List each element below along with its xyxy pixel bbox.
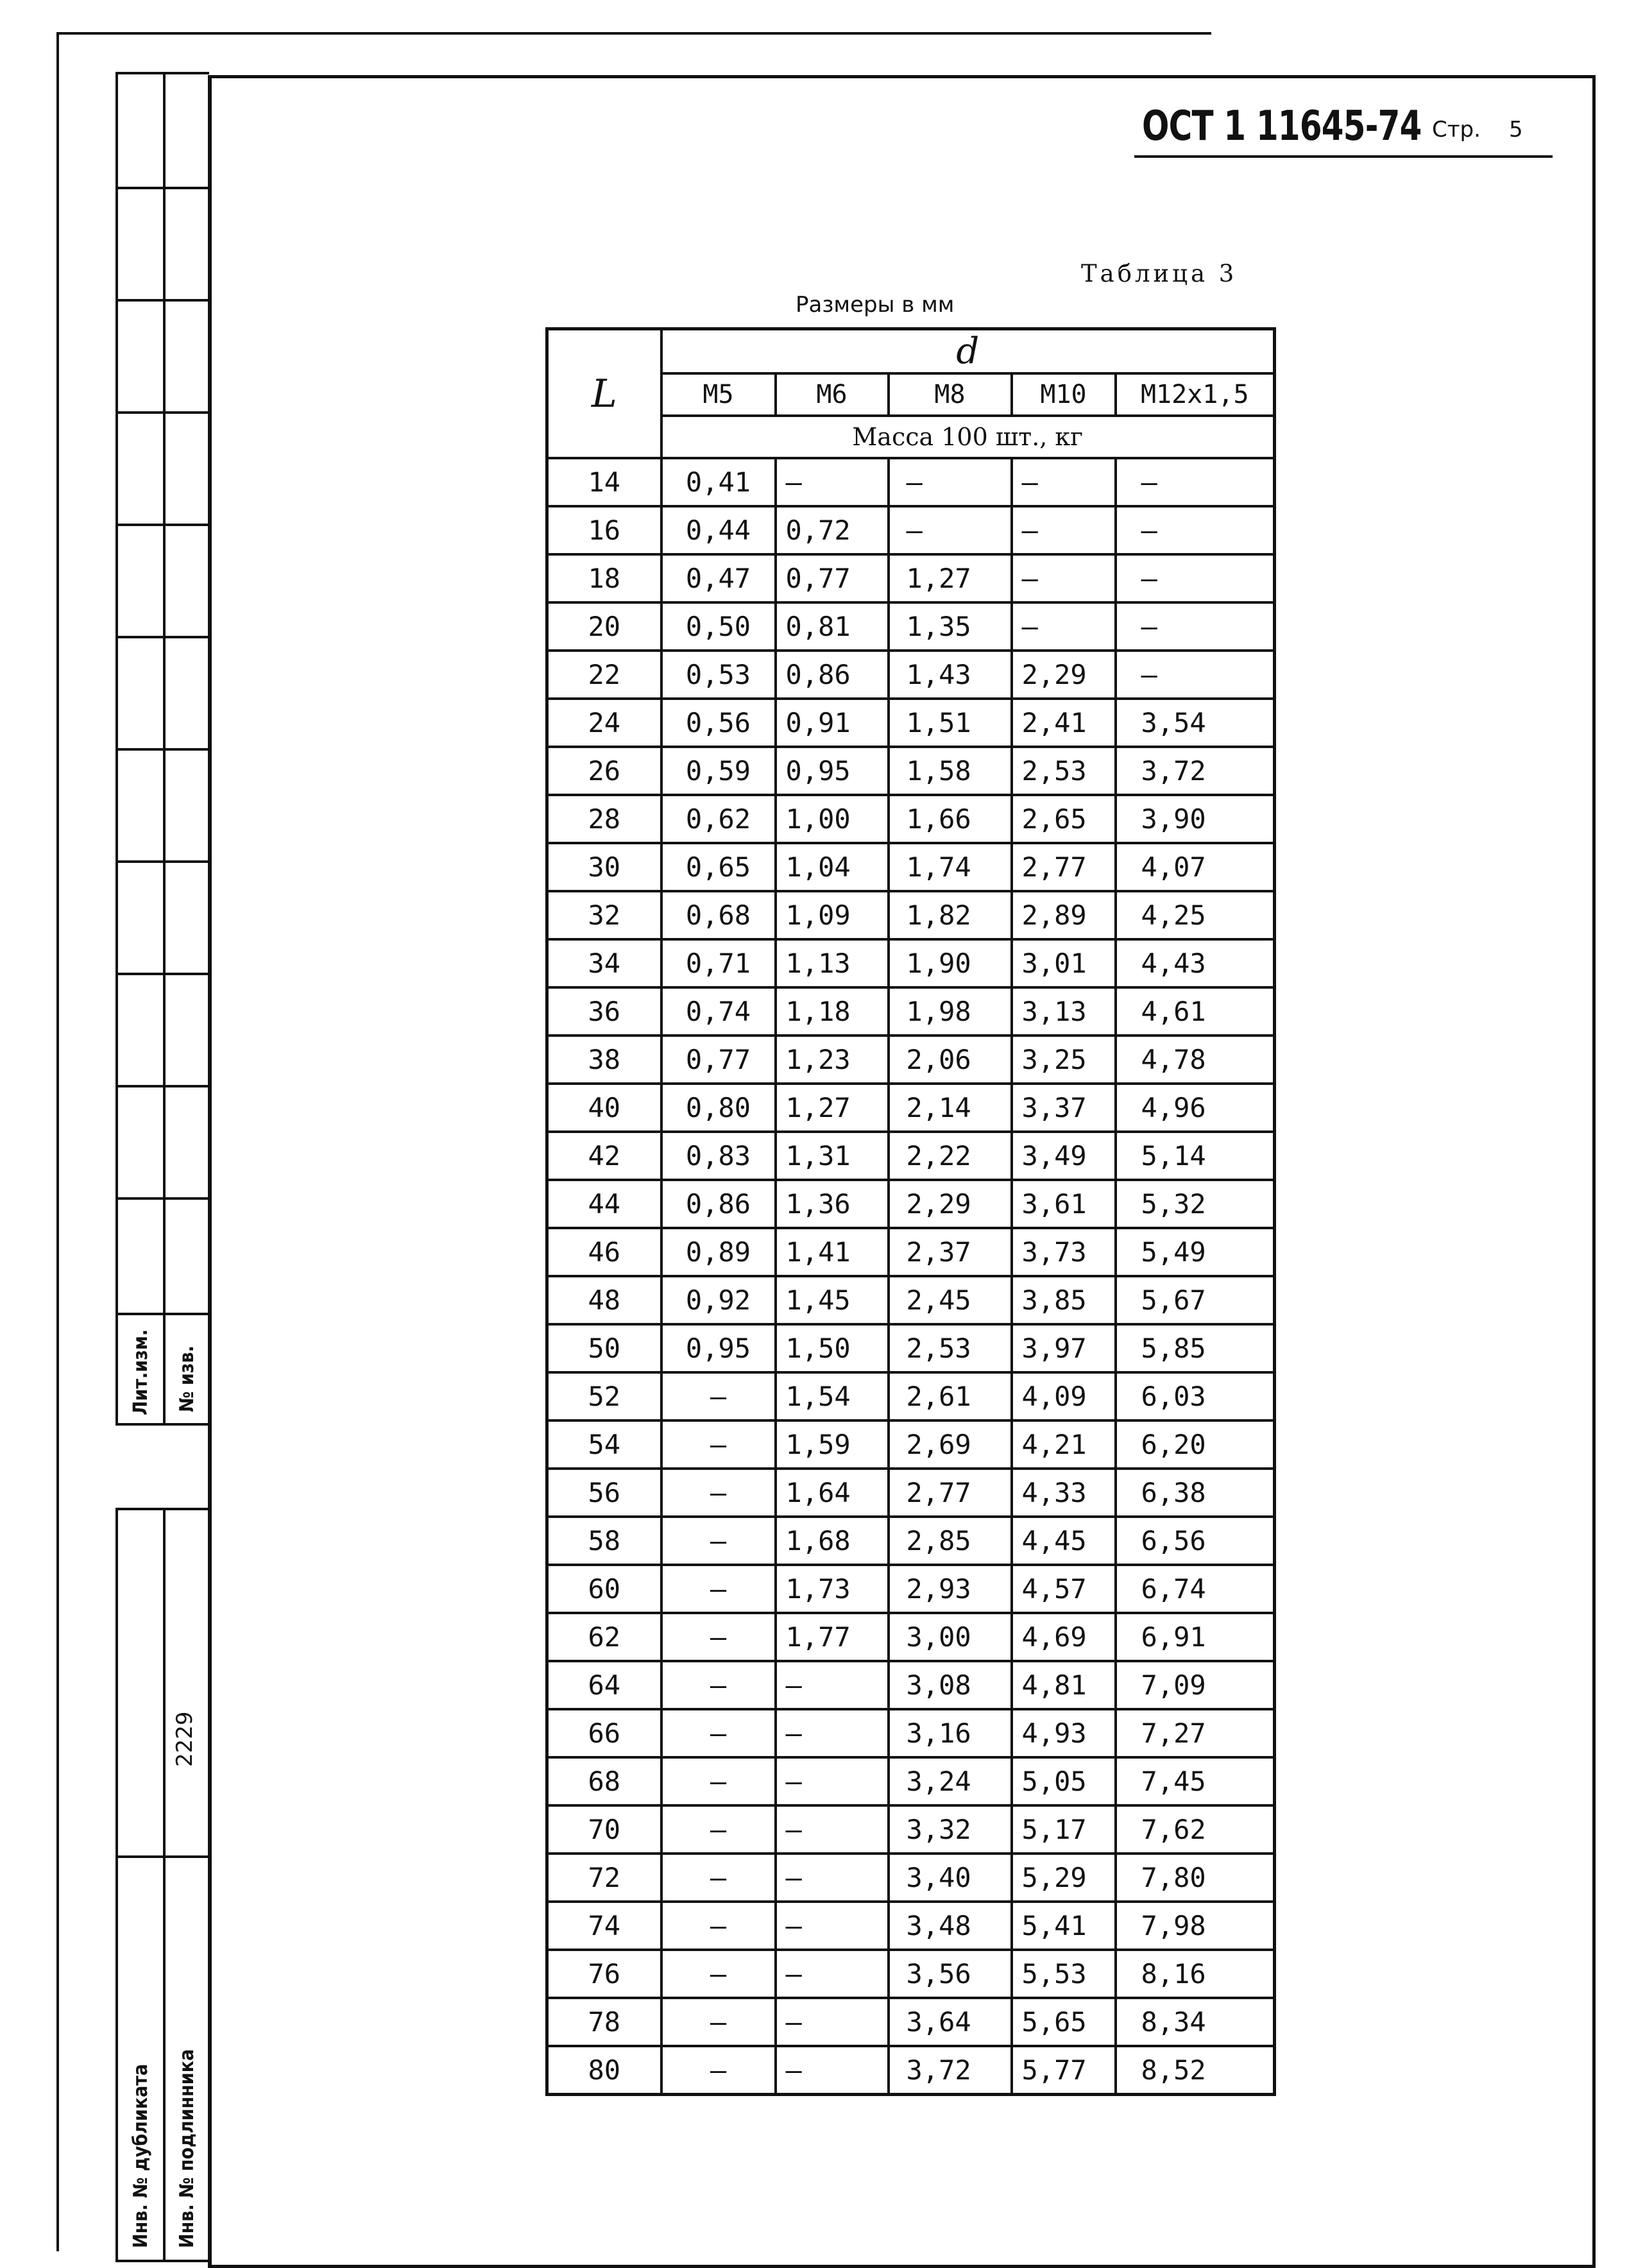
cell-m12x1-5: 4,78 <box>1116 1036 1275 1084</box>
cell-m12x1-5: 5,67 <box>1116 1276 1275 1324</box>
cell-m5: – <box>661 1565 776 1613</box>
cell-m8: 2,29 <box>889 1180 1012 1228</box>
cell-m8: – <box>889 458 1012 506</box>
table-row <box>547 1469 1275 1517</box>
cell-m8: 1,90 <box>889 939 1012 987</box>
table-row <box>547 1132 1275 1180</box>
cell-m6: 1,54 <box>776 1372 889 1420</box>
cell-m8: 3,40 <box>889 1854 1012 1902</box>
cell-m12x1-5: 3,90 <box>1116 795 1275 843</box>
cell-m12x1-5: – <box>1116 458 1275 506</box>
cell-m5: 0,92 <box>661 1276 776 1324</box>
mass-table <box>545 327 1276 2096</box>
table-row <box>547 891 1275 939</box>
cell-m8: 1,35 <box>889 602 1012 651</box>
cell-m5: – <box>661 1998 776 2046</box>
table-row <box>547 1084 1275 1132</box>
cell-m8: 1,82 <box>889 891 1012 939</box>
cell-l: 28 <box>547 795 661 843</box>
cell-m10: 3,25 <box>1012 1036 1116 1084</box>
cell-m10: 5,05 <box>1012 1757 1116 1805</box>
side-strip-upper <box>115 72 209 1426</box>
cell-l: 66 <box>547 1709 661 1757</box>
cell-l: 64 <box>547 1661 661 1709</box>
cell-m6: 0,91 <box>776 699 889 747</box>
cell-m12x1-5: 4,07 <box>1116 843 1275 891</box>
cell-m12x1-5: 5,14 <box>1116 1132 1275 1180</box>
cell-m5: 0,77 <box>661 1036 776 1084</box>
cell-l: 40 <box>547 1084 661 1132</box>
cell-m12x1-5: – <box>1116 506 1275 554</box>
cell-m12x1-5: 8,34 <box>1116 1998 1275 2046</box>
cell-m5: 0,44 <box>661 506 776 554</box>
cell-m6: 1,41 <box>776 1228 889 1276</box>
cell-m10: 2,65 <box>1012 795 1116 843</box>
cell-m6: 1,23 <box>776 1036 889 1084</box>
cell-m8: 3,08 <box>889 1661 1012 1709</box>
cell-m6: – <box>776 1661 889 1709</box>
cell-m10: 3,37 <box>1012 1084 1116 1132</box>
cell-m6: 0,86 <box>776 651 889 699</box>
size-header-m5: M5 <box>661 373 776 416</box>
cell-l: 30 <box>547 843 661 891</box>
cell-m5: 0,56 <box>661 699 776 747</box>
cell-m10: 4,45 <box>1012 1517 1116 1565</box>
cell-m6: 0,77 <box>776 554 889 602</box>
cell-l: 36 <box>547 987 661 1036</box>
cell-m8: 1,58 <box>889 747 1012 795</box>
cell-m8: 2,61 <box>889 1372 1012 1420</box>
cell-m10: 2,77 <box>1012 843 1116 891</box>
table-row <box>547 1324 1275 1372</box>
cell-m10: 5,65 <box>1012 1998 1116 2046</box>
column-header-d: d <box>661 329 1275 374</box>
inv-podl-label: Инв. № подлинника <box>176 2049 198 2248</box>
table-row <box>547 795 1275 843</box>
cell-l: 14 <box>547 458 661 506</box>
size-header-m10: M10 <box>1012 373 1116 416</box>
size-header-m8: M8 <box>889 373 1012 416</box>
cell-l: 48 <box>547 1276 661 1324</box>
cell-l: 16 <box>547 506 661 554</box>
cell-m10: 3,01 <box>1012 939 1116 987</box>
cell-m8: 3,16 <box>889 1709 1012 1757</box>
cell-l: 34 <box>547 939 661 987</box>
cell-m6: – <box>776 1709 889 1757</box>
table-row <box>547 1372 1275 1420</box>
cell-m8: 3,32 <box>889 1805 1012 1854</box>
cell-m10: – <box>1012 458 1116 506</box>
cell-m12x1-5: 8,16 <box>1116 1950 1275 1998</box>
cell-m5: – <box>661 1950 776 1998</box>
cell-m10: 4,81 <box>1012 1661 1116 1709</box>
cell-m6: 1,27 <box>776 1084 889 1132</box>
cell-l: 68 <box>547 1757 661 1805</box>
header-underline <box>1134 155 1553 158</box>
page-number: 5 <box>1509 117 1523 142</box>
column-header-l: L <box>547 329 661 459</box>
table-row <box>547 1709 1275 1757</box>
cell-l: 54 <box>547 1420 661 1469</box>
cell-m8: 2,77 <box>889 1469 1012 1517</box>
cell-m5: – <box>661 1902 776 1950</box>
table-row <box>547 1854 1275 1902</box>
table-row <box>547 1902 1275 1950</box>
cell-m12x1-5: 5,32 <box>1116 1180 1275 1228</box>
cell-m8: 1,27 <box>889 554 1012 602</box>
cell-m10: 5,77 <box>1012 2046 1116 2094</box>
cell-l: 24 <box>547 699 661 747</box>
cell-m10: 2,29 <box>1012 651 1116 699</box>
cell-l: 76 <box>547 1950 661 1998</box>
cell-m5: 0,65 <box>661 843 776 891</box>
cell-l: 42 <box>547 1132 661 1180</box>
cell-m10: 3,97 <box>1012 1324 1116 1372</box>
cell-l: 62 <box>547 1613 661 1661</box>
cell-m10: 3,13 <box>1012 987 1116 1036</box>
side-strip-lower <box>115 1508 209 2262</box>
cell-m12x1-5: 4,25 <box>1116 891 1275 939</box>
cell-m8: 2,37 <box>889 1228 1012 1276</box>
size-header-m12x1-5: M12x1,5 <box>1116 373 1275 416</box>
cell-m8: 2,93 <box>889 1565 1012 1613</box>
cell-m5: 0,59 <box>661 747 776 795</box>
cell-m5: – <box>661 1613 776 1661</box>
cell-m8: 2,06 <box>889 1036 1012 1084</box>
cell-m5: – <box>661 1854 776 1902</box>
cell-m5: 0,95 <box>661 1324 776 1372</box>
table-row <box>547 458 1275 506</box>
cell-m8: 2,53 <box>889 1324 1012 1372</box>
table-body <box>547 458 1275 2094</box>
cell-m10: 4,57 <box>1012 1565 1116 1613</box>
cell-m10: 2,41 <box>1012 699 1116 747</box>
cell-m5: 0,89 <box>661 1228 776 1276</box>
table-row <box>547 1228 1275 1276</box>
cell-m12x1-5: 3,54 <box>1116 699 1275 747</box>
cell-m5: 0,62 <box>661 795 776 843</box>
cell-m12x1-5: 7,98 <box>1116 1902 1275 1950</box>
cell-m10: 5,53 <box>1012 1950 1116 1998</box>
table-row <box>547 1517 1275 1565</box>
cell-m5: 0,80 <box>661 1084 776 1132</box>
cell-m6: – <box>776 2046 889 2094</box>
table-row <box>547 1661 1275 1709</box>
cell-m6: – <box>776 1950 889 1998</box>
cell-m12x1-5: 5,49 <box>1116 1228 1275 1276</box>
cell-l: 22 <box>547 651 661 699</box>
cell-l: 74 <box>547 1902 661 1950</box>
cell-m6: – <box>776 1902 889 1950</box>
cell-m5: 0,83 <box>661 1132 776 1180</box>
cell-m10: – <box>1012 554 1116 602</box>
cell-m8: 1,43 <box>889 651 1012 699</box>
cell-m6: 1,77 <box>776 1613 889 1661</box>
cell-l: 32 <box>547 891 661 939</box>
document-code: ОСТ 1 11645-74 <box>1142 103 1422 150</box>
cell-m8: 2,14 <box>889 1084 1012 1132</box>
cell-m6: 1,00 <box>776 795 889 843</box>
cell-m6: – <box>776 1998 889 2046</box>
inv-podl-value: 2229 <box>172 1711 198 1767</box>
cell-m5: – <box>661 1661 776 1709</box>
cell-m8: 1,74 <box>889 843 1012 891</box>
table-title: Таблица 3 <box>1081 260 1238 287</box>
cell-m10: 4,33 <box>1012 1469 1116 1517</box>
cell-l: 26 <box>547 747 661 795</box>
cell-m8: 2,85 <box>889 1517 1012 1565</box>
table-row <box>547 554 1275 602</box>
cell-m6: 1,59 <box>776 1420 889 1469</box>
table-row <box>547 1036 1275 1084</box>
cell-m12x1-5: 6,74 <box>1116 1565 1275 1613</box>
cell-l: 70 <box>547 1805 661 1854</box>
cell-m8: – <box>889 506 1012 554</box>
cell-m10: 2,89 <box>1012 891 1116 939</box>
cell-m8: 1,98 <box>889 987 1012 1036</box>
cell-m12x1-5: 7,45 <box>1116 1757 1275 1805</box>
table-row <box>547 602 1275 651</box>
cell-m6: 1,45 <box>776 1276 889 1324</box>
table-row <box>547 843 1275 891</box>
cell-m10: 5,41 <box>1012 1902 1116 1950</box>
cell-m8: 3,56 <box>889 1950 1012 1998</box>
lit-izm-label: Лит.изм. <box>130 1329 152 1415</box>
cell-m6: 1,31 <box>776 1132 889 1180</box>
table-row <box>547 1757 1275 1805</box>
cell-l: 72 <box>547 1854 661 1902</box>
cell-m8: 2,69 <box>889 1420 1012 1469</box>
table-row <box>547 1998 1275 2046</box>
cell-m6: – <box>776 458 889 506</box>
cell-l: 50 <box>547 1324 661 1372</box>
cell-m12x1-5: 6,20 <box>1116 1420 1275 1469</box>
table-row <box>547 1613 1275 1661</box>
table-units: Размеры в мм <box>796 292 955 318</box>
page-label: Стр. <box>1432 117 1481 142</box>
table-row <box>547 747 1275 795</box>
cell-m8: 3,72 <box>889 2046 1012 2094</box>
cell-m6: 1,50 <box>776 1324 889 1372</box>
cell-l: 80 <box>547 2046 661 2094</box>
cell-l: 60 <box>547 1565 661 1613</box>
cell-m8: 3,24 <box>889 1757 1012 1805</box>
cell-m5: 0,74 <box>661 987 776 1036</box>
cell-m12x1-5: 6,56 <box>1116 1517 1275 1565</box>
cell-m12x1-5: 4,96 <box>1116 1084 1275 1132</box>
cell-m10: – <box>1012 506 1116 554</box>
cell-m12x1-5: 3,72 <box>1116 747 1275 795</box>
table-row <box>547 1420 1275 1469</box>
cell-m5: 0,53 <box>661 651 776 699</box>
cell-l: 78 <box>547 1998 661 2046</box>
cell-m6: 0,95 <box>776 747 889 795</box>
table-row <box>547 987 1275 1036</box>
cell-m12x1-5: 6,38 <box>1116 1469 1275 1517</box>
table-row <box>547 1805 1275 1854</box>
cell-m12x1-5: 7,62 <box>1116 1805 1275 1854</box>
table-row <box>547 1565 1275 1613</box>
cell-m10: 4,21 <box>1012 1420 1116 1469</box>
cell-m10: 3,61 <box>1012 1180 1116 1228</box>
cell-m8: 3,64 <box>889 1998 1012 2046</box>
cell-m12x1-5: 7,80 <box>1116 1854 1275 1902</box>
mass-header: Масса 100 шт., кг <box>661 416 1275 458</box>
table-row <box>547 1180 1275 1228</box>
inv-dubl-label: Инв. № дубликата <box>130 2063 152 2248</box>
table-row <box>547 699 1275 747</box>
cell-m10: 5,29 <box>1012 1854 1116 1902</box>
cell-m10: – <box>1012 602 1116 651</box>
cell-l: 46 <box>547 1228 661 1276</box>
cell-m6: 0,72 <box>776 506 889 554</box>
cell-m8: 3,48 <box>889 1902 1012 1950</box>
cell-m5: – <box>661 1805 776 1854</box>
cell-m10: 2,53 <box>1012 747 1116 795</box>
table-row <box>547 506 1275 554</box>
cell-m6: 1,64 <box>776 1469 889 1517</box>
table-row <box>547 1276 1275 1324</box>
cell-m10: 4,09 <box>1012 1372 1116 1420</box>
cell-m5: 0,68 <box>661 891 776 939</box>
cell-m12x1-5: 7,27 <box>1116 1709 1275 1757</box>
cell-m12x1-5: 4,43 <box>1116 939 1275 987</box>
cell-m6: 1,68 <box>776 1517 889 1565</box>
cell-l: 44 <box>547 1180 661 1228</box>
table-row <box>547 1950 1275 1998</box>
cell-m12x1-5: 7,09 <box>1116 1661 1275 1709</box>
cell-m12x1-5: – <box>1116 554 1275 602</box>
cell-m10: 4,69 <box>1012 1613 1116 1661</box>
table-row <box>547 939 1275 987</box>
table-row <box>547 651 1275 699</box>
cell-m6: 1,09 <box>776 891 889 939</box>
cell-m5: – <box>661 1469 776 1517</box>
cell-l: 20 <box>547 602 661 651</box>
cell-m8: 2,45 <box>889 1276 1012 1324</box>
cell-m6: – <box>776 1757 889 1805</box>
cell-m6: 1,18 <box>776 987 889 1036</box>
cell-m5: 0,50 <box>661 602 776 651</box>
cell-m6: 1,13 <box>776 939 889 987</box>
size-header-m6: M6 <box>776 373 889 416</box>
cell-m10: 3,85 <box>1012 1276 1116 1324</box>
no-izv-label: № изв. <box>176 1345 198 1412</box>
cell-m8: 1,51 <box>889 699 1012 747</box>
cell-m5: – <box>661 1420 776 1469</box>
cell-l: 38 <box>547 1036 661 1084</box>
cell-l: 58 <box>547 1517 661 1565</box>
frame-top-line <box>56 32 1211 35</box>
frame-left-line <box>56 32 59 2251</box>
cell-m5: – <box>661 2046 776 2094</box>
cell-l: 56 <box>547 1469 661 1517</box>
cell-m5: – <box>661 1709 776 1757</box>
cell-m5: – <box>661 1517 776 1565</box>
cell-m5: 0,86 <box>661 1180 776 1228</box>
cell-m6: – <box>776 1854 889 1902</box>
cell-m6: 0,81 <box>776 602 889 651</box>
cell-m10: 3,73 <box>1012 1228 1116 1276</box>
table-row <box>547 2046 1275 2094</box>
cell-m8: 1,66 <box>889 795 1012 843</box>
cell-m10: 4,93 <box>1012 1709 1116 1757</box>
cell-m8: 3,00 <box>889 1613 1012 1661</box>
cell-m12x1-5: 8,52 <box>1116 2046 1275 2094</box>
cell-m6: 1,36 <box>776 1180 889 1228</box>
cell-m5: 0,71 <box>661 939 776 987</box>
cell-m5: – <box>661 1757 776 1805</box>
cell-m5: – <box>661 1372 776 1420</box>
cell-m12x1-5: – <box>1116 602 1275 651</box>
cell-m5: 0,47 <box>661 554 776 602</box>
cell-m12x1-5: 4,61 <box>1116 987 1275 1036</box>
cell-m6: – <box>776 1805 889 1854</box>
cell-m8: 2,22 <box>889 1132 1012 1180</box>
cell-m12x1-5: 5,85 <box>1116 1324 1275 1372</box>
cell-l: 18 <box>547 554 661 602</box>
cell-m12x1-5: – <box>1116 651 1275 699</box>
cell-l: 52 <box>547 1372 661 1420</box>
cell-m5: 0,41 <box>661 458 776 506</box>
cell-m10: 3,49 <box>1012 1132 1116 1180</box>
cell-m12x1-5: 6,03 <box>1116 1372 1275 1420</box>
cell-m12x1-5: 6,91 <box>1116 1613 1275 1661</box>
cell-m10: 5,17 <box>1012 1805 1116 1854</box>
cell-m6: 1,04 <box>776 843 889 891</box>
cell-m6: 1,73 <box>776 1565 889 1613</box>
